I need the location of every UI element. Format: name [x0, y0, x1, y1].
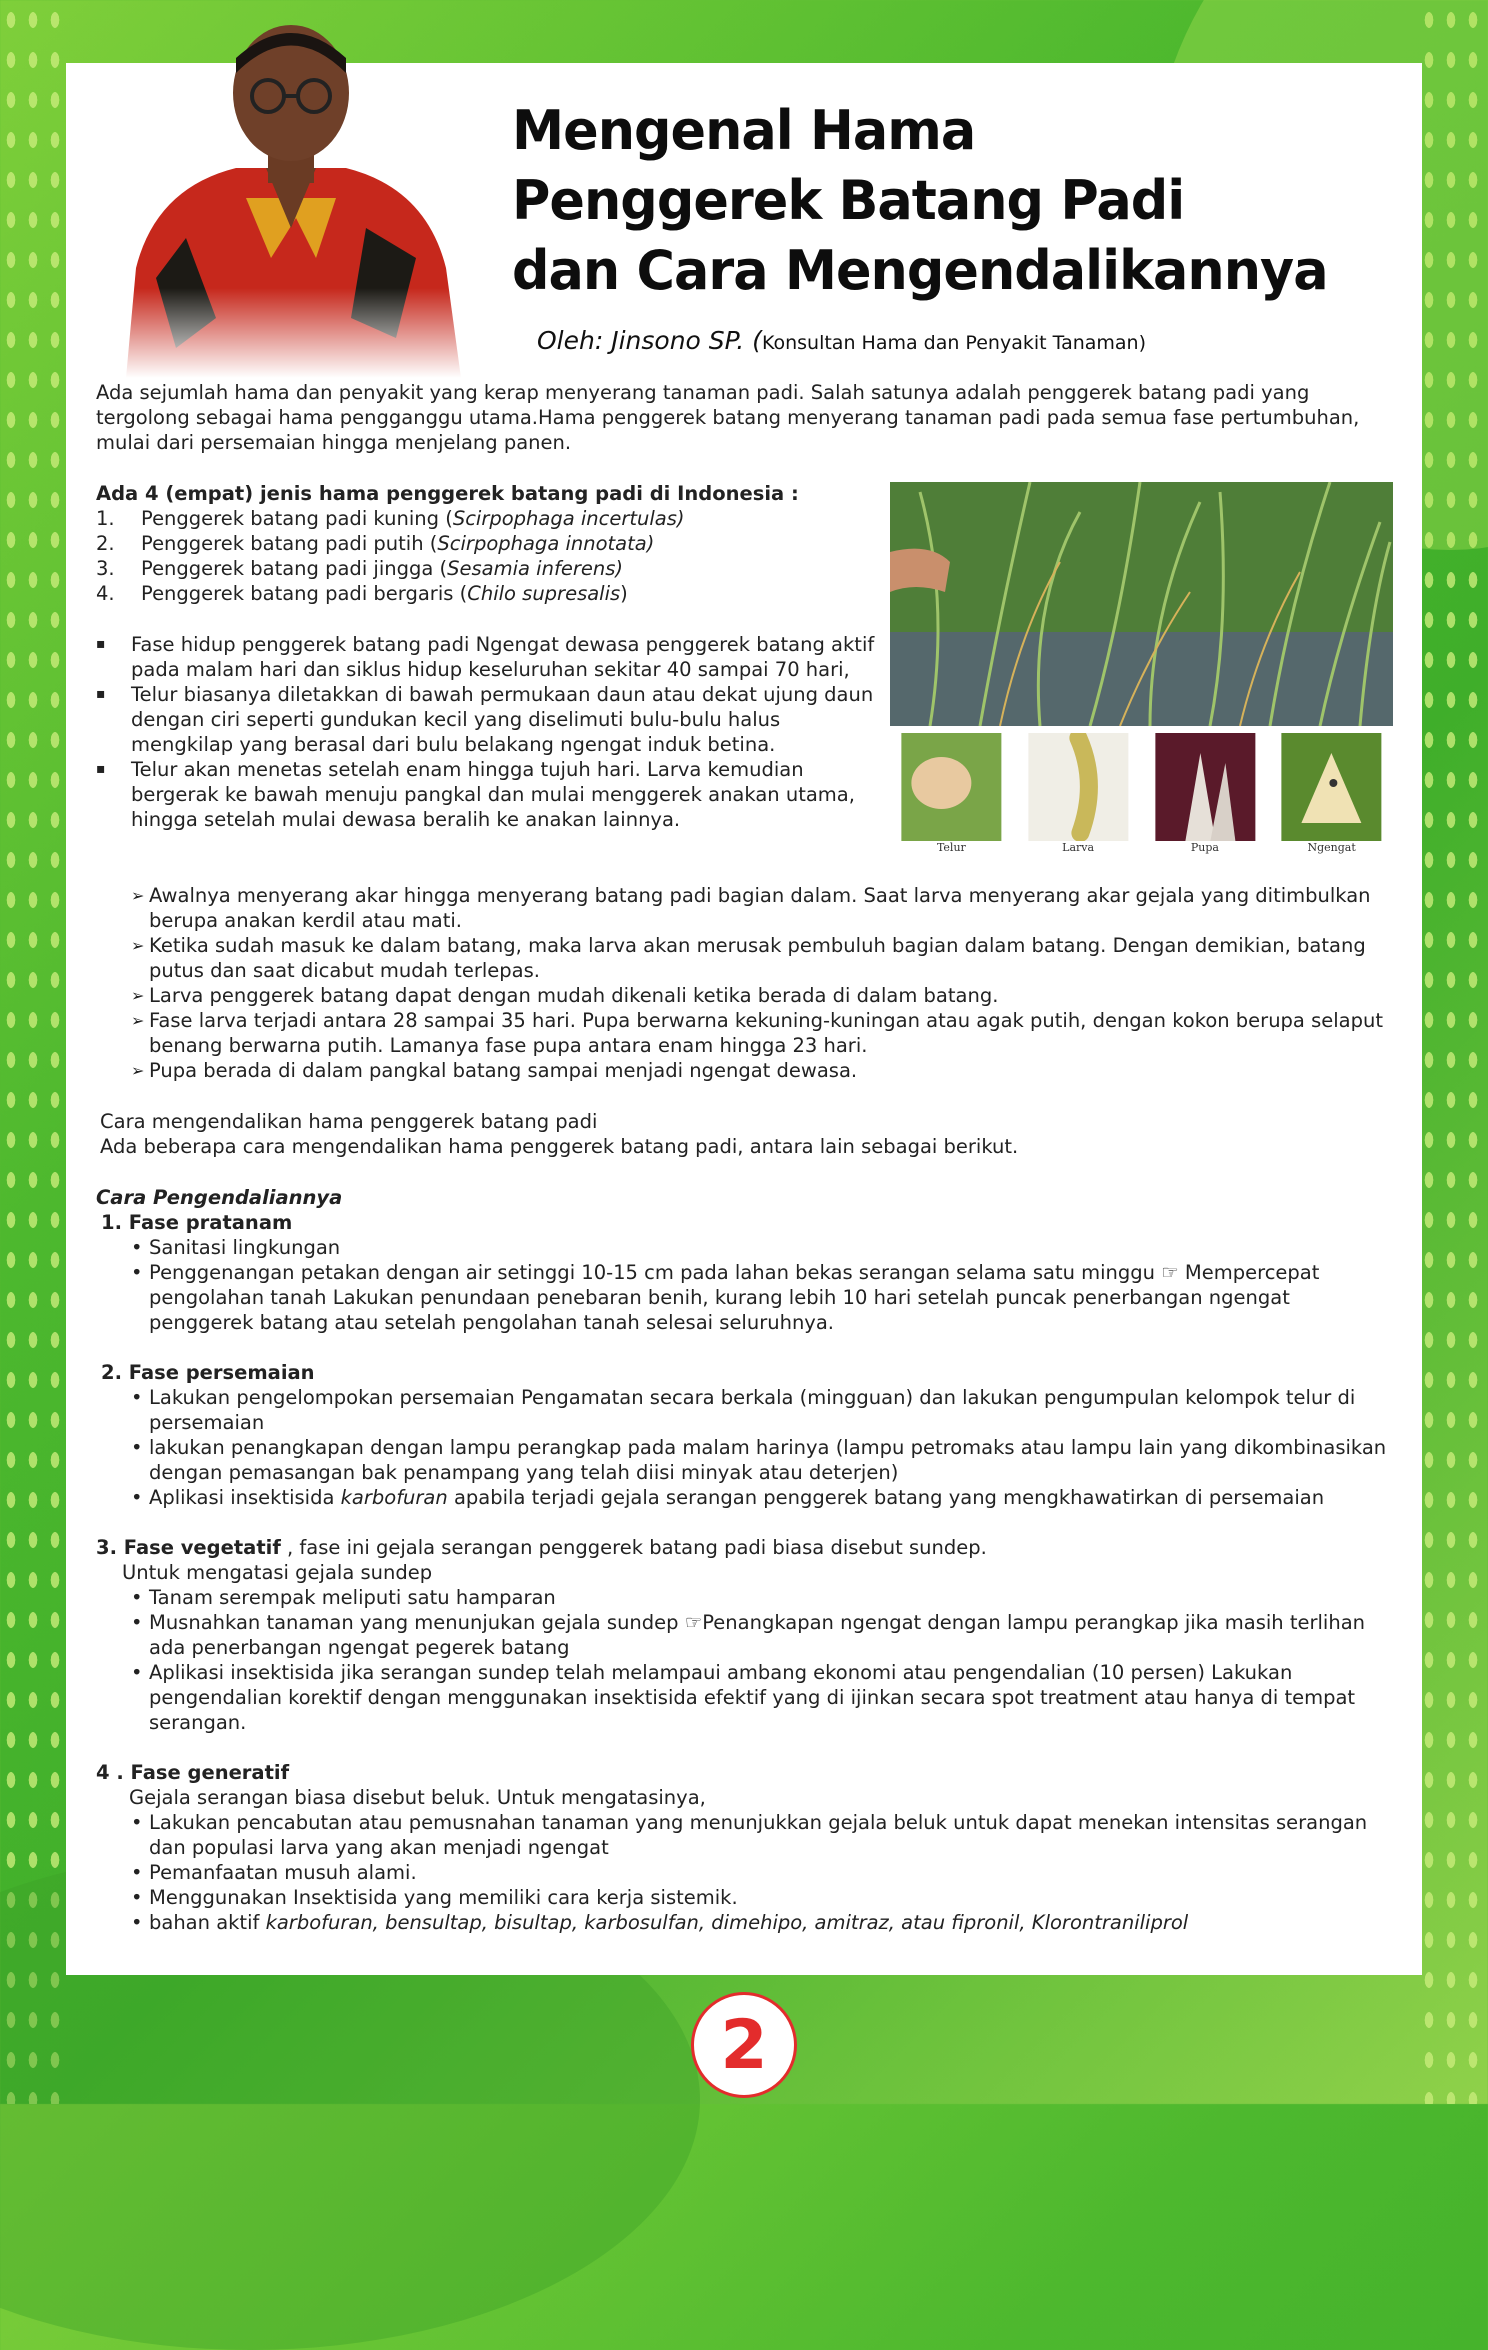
list-item: • Lakukan pengelompokan persemaian Pengamatan secara berkala (mingguan) dan lakukan pengumpulan kelompok telur di persemaian: [131, 1385, 1396, 1435]
list-item: • lakukan penangkapan dengan lampu perangkap pada malam harinya (lampu petromaks atau lampu lain yang dikombinasikan dengan pemasangan bak penampang yang telah diisi minyak atau deterjen): [131, 1435, 1396, 1485]
list-item: 3. Penggerek batang padi jingga (Sesamia inferens): [96, 557, 623, 580]
pest-stages-strip: [890, 733, 1393, 854]
byline: [537, 326, 1146, 355]
phase4-heading: 4 . Fase generatif: [96, 1761, 290, 1784]
title-line-3: dan Cara Mengendalikannya: [512, 239, 1328, 302]
phase3-list: [131, 1585, 1396, 1735]
list-item: • Aplikasi insektisida jika serangan sundep telah melampaui ambang ekonomi atau pengendalian (10 persen) Lakukan pengendalian korektif dengan menggunakan insektisida efektif yang di ijinkan secara spot treatment atau hanya di tempat serangan.: [131, 1660, 1396, 1735]
lifecycle-section: [96, 632, 876, 832]
intro-paragraph-block: [96, 380, 1396, 455]
phase2-heading: 2. Fase persemaian: [101, 1361, 315, 1384]
stage-label: Larva: [1062, 841, 1095, 854]
lifecycle-list: [96, 632, 876, 832]
stage-moth: [1270, 733, 1393, 854]
byline-author: Oleh: Jinsono SP. (: [537, 326, 762, 355]
list-item: • Penggenangan petakan dengan air setinggi 10-15 cm pada lahan bekas serangan selama satu minggu ☞ Mempercepat pengolahan tanah Lakukan penundaan penebaran benih, kurang lebih 10 hari setelah puncak penerbangan ngengat penggerek batang atau setelah pengolahan tanah selesai seluruhnya.: [131, 1260, 1396, 1335]
list-item: • Aplikasi insektisida karbofuran apabila terjadi gejala serangan penggerek batang yang mengkhawatirkan di persemaian: [131, 1485, 1396, 1510]
list-item: • Tanam serempak meliputi satu hamparan: [131, 1585, 1396, 1610]
control-heading: Cara Pengendaliannya: [96, 1186, 343, 1209]
stage-label: Telur: [936, 841, 966, 854]
author-photo: [96, 18, 486, 378]
background-dots-left: [0, 0, 70, 2104]
control-intro-block: [100, 1109, 1390, 1159]
phase2-list: [131, 1385, 1396, 1510]
stage-label: Pupa: [1190, 841, 1219, 854]
list-item: • Menggunakan Insektisida yang memiliki cara kerja sistemik.: [131, 1885, 1396, 1910]
intro-paragraph: Ada sejumlah hama dan penyakit yang kerap menyerang tanaman padi. Salah satunya adalah penggerek batang padi yang tergolong sebagai hama pengganggu utama.Hama penggerek batang menyerang tanaman padi pada semua fase pertumbuhan, mulai dari persemaian hingga menjelang panen.: [96, 381, 1360, 454]
list-item: • Musnahkan tanaman yang menunjukan gejala sundep ☞Penangkapan ngengat dengan lampu perangkap jika masih terlihan ada penerbangan ngengat pegerek batang: [131, 1610, 1396, 1660]
stage-label: Ngengat: [1307, 841, 1356, 854]
list-item: 4. Penggerek batang padi bergaris (Chilo supresalis): [96, 582, 628, 605]
byline-affiliation: Konsultan Hama dan Penyakit Tanaman): [761, 332, 1146, 354]
phase3-sub: Untuk mengatasi gejala sundep: [122, 1561, 433, 1584]
article-title: [512, 96, 1328, 306]
phase4-sub: Gejala serangan biasa disebut beluk. Untuk mengatasinya,: [129, 1786, 706, 1809]
types-heading: Ada 4 (empat) jenis hama penggerek batang padi di Indonesia :: [96, 482, 799, 505]
list-item: ▪ Telur biasanya diletakkan di bawah permukaan daun atau dekat ujung daun dengan ciri seperti gundukan kecil yang diselimuti bulu-bulu halus mengkilap yang berasal dari bulu belakang ngengat induk betina.: [96, 682, 876, 757]
list-item: • Pemanfaatan musuh alami.: [131, 1860, 1396, 1885]
phase1-list: [131, 1235, 1396, 1335]
phase4-list: [131, 1810, 1396, 1935]
list-item: ➢ Fase larva terjadi antara 28 sampai 35 hari. Pupa berwarna kekuning-kuningan atau agak putih, dengan kokon berupa selaput benang berwarna putih. Lamanya fase pupa antara enam hingga 23 hari.: [131, 1008, 1396, 1058]
phase1-heading: 1. Fase pratanam: [101, 1211, 293, 1234]
list-item: ▪ Fase hidup penggerek batang padi Ngengat dewasa penggerek batang aktif pada malam hari dan siklus hidup keseluruhan sekitar 40 sampai 70 hari,: [96, 632, 876, 682]
stage-larva: [1017, 733, 1140, 854]
control-intro-text: Ada beberapa cara mengendalikan hama penggerek batang padi, antara lain sebagai berikut.: [100, 1135, 1019, 1158]
list-item: • Lakukan pencabutan atau pemusnahan tanaman yang menunjukkan gejala beluk untuk dapat menekan intensitas serangan dan populasi larva yang akan menjadi ngengat: [131, 1810, 1396, 1860]
page-number-badge: 2: [691, 1992, 797, 2098]
list-item: ▪ Telur akan menetas setelah enam hingga tujuh hari. Larva kemudian bergerak ke bawah menuju pangkal dan mulai menggerek anakan utama, hingga setelah mulai dewasa beralih ke anakan lainnya.: [96, 757, 876, 832]
list-item: ➢ Awalnya menyerang akar hingga menyerang batang padi bagian dalam. Saat larva menyerang akar gejala yang ditimbulkan berupa anakan kerdil atau mati.: [131, 883, 1396, 933]
list-item: • Sanitasi lingkungan: [131, 1235, 1396, 1260]
list-item: • bahan aktif karbofuran, bensultap, bisultap, karbosulfan, dimehipo, amitraz, atau fipronil, Klorontraniliprol: [131, 1910, 1396, 1935]
phase3-heading-rest: , fase ini gejala serangan penggerek batang padi biasa disebut sundep.: [280, 1536, 987, 1559]
stage-pupa: [1144, 733, 1267, 854]
control-intro-title: Cara mengendalikan hama penggerek batang padi: [100, 1110, 598, 1133]
larva-section: [131, 883, 1396, 1083]
phase3-heading: 3. Fase vegetatif: [96, 1536, 281, 1559]
list-item: 2. Penggerek batang padi putih (Scirpophaga innotata): [96, 532, 655, 555]
title-line-1: Mengenal Hama: [512, 99, 976, 162]
list-item: ➢ Larva penggerek batang dapat dengan mudah dikenali ketika berada di dalam batang.: [131, 983, 1396, 1008]
list-item: ➢ Pupa berada di dalam pangkal batang sampai menjadi ngengat dewasa.: [131, 1058, 1396, 1083]
stage-egg: [890, 733, 1013, 854]
list-item: 1. Penggerek batang padi kuning (Scirpophaga incertulas): [96, 507, 685, 530]
rice-field-photo: [890, 482, 1393, 726]
list-item: ➢ Ketika sudah masuk ke dalam batang, maka larva akan merusak pembuluh bagian dalam batang. Dengan demikian, batang putus dan saat dicabut mudah terlepas.: [131, 933, 1396, 983]
types-section: [96, 481, 876, 606]
phase3-heading-line: [96, 1535, 1396, 1560]
larva-points-list: [131, 883, 1396, 1083]
control-section: [96, 1185, 1396, 1935]
title-line-2: Penggerek Batang Padi: [512, 169, 1185, 232]
types-list: [96, 506, 876, 606]
